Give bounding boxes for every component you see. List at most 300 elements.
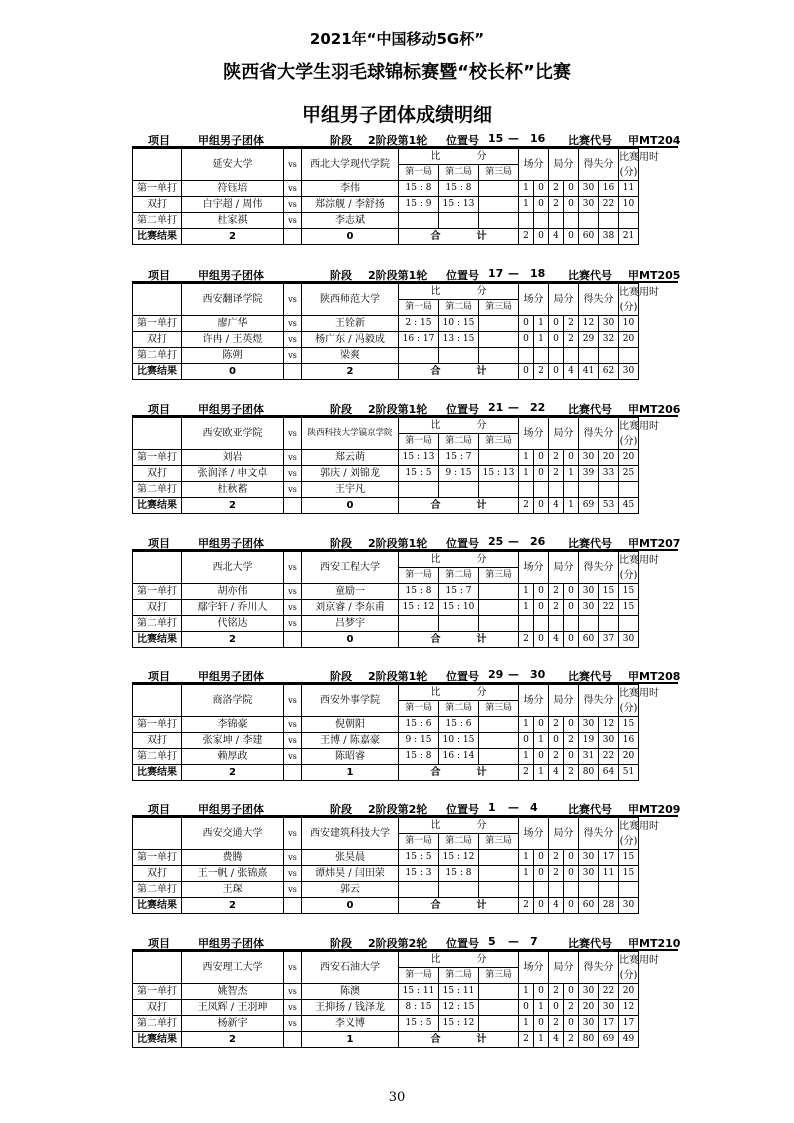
game2-score-b: 15 xyxy=(462,334,475,344)
total-he: 合 xyxy=(430,366,441,377)
table-row xyxy=(133,866,679,882)
team-a-name: 商洛学院 xyxy=(182,685,284,717)
game-point-b xyxy=(564,213,579,229)
game3-score xyxy=(479,717,519,733)
game2-score: 10 : 15 xyxy=(439,733,479,749)
game-point-b: 0 xyxy=(564,717,579,733)
score-header xyxy=(399,149,519,165)
points-won: 39 xyxy=(579,466,599,482)
total-match-a: 2 xyxy=(519,898,534,914)
score-fen: 分 xyxy=(476,554,487,565)
game1-score: 15 : 13 xyxy=(399,450,439,466)
game-point-a: 2 xyxy=(549,450,564,466)
project-label: 项目 xyxy=(148,269,170,282)
position-dash: — xyxy=(508,935,519,948)
game-point-b: 0 xyxy=(564,984,579,1000)
team-b-name: 西北大学现代学院 xyxy=(302,149,399,181)
points-won-lost-header: 得失分 xyxy=(579,818,619,850)
game2-score: 9 : 15 xyxy=(439,466,479,482)
game1-score: 15 : 3 xyxy=(399,866,439,882)
result-team-b: 1 xyxy=(302,765,399,781)
stage-value: 2阶段第1轮 xyxy=(368,537,428,550)
score-bi: 比 xyxy=(430,820,441,831)
match-point-a xyxy=(519,213,534,229)
position-to: 16 xyxy=(530,132,546,145)
game1-score-a: 15 xyxy=(405,751,417,761)
game2-score-b: 15 xyxy=(462,735,475,745)
match-header xyxy=(132,668,681,683)
duration-header xyxy=(619,818,659,850)
game-points-header: 局分 xyxy=(549,418,579,450)
game3-score xyxy=(479,600,519,616)
game1-score-b: 8 xyxy=(425,183,432,193)
event-label: 双打 xyxy=(133,866,182,882)
project-value: 甲组男子团体 xyxy=(198,803,264,816)
game-points-header: 局分 xyxy=(549,952,579,984)
match-point-b: 1 xyxy=(534,332,549,348)
match-point-a: 1 xyxy=(519,984,534,1000)
points-lost: 20 xyxy=(599,450,619,466)
result-label: 比赛结果 xyxy=(133,364,182,380)
game3-header: 第三局 xyxy=(479,434,519,450)
game-point-a: 0 xyxy=(549,733,564,749)
duration: 20 xyxy=(619,450,639,466)
table-row xyxy=(133,1000,679,1016)
blank-cell xyxy=(133,952,182,984)
game-point-a: 2 xyxy=(549,466,564,482)
game1-score-a: 8 xyxy=(405,1002,412,1012)
game2-score-a: 15 xyxy=(445,452,457,462)
game1-score-b: 9 xyxy=(425,199,432,209)
points-lost: 22 xyxy=(599,749,619,765)
game1-score-b: 8 xyxy=(425,586,432,596)
total-ji: 计 xyxy=(476,1034,487,1045)
duration-header xyxy=(619,149,659,181)
duration-header-line2: (分) xyxy=(619,301,638,313)
total-match-a: 2 xyxy=(519,498,534,514)
project-value: 甲组男子团体 xyxy=(198,403,264,416)
game3-score xyxy=(479,733,519,749)
game1-header: 第一局 xyxy=(399,165,439,181)
total-points-won: 80 xyxy=(579,765,599,781)
match-table xyxy=(132,684,679,781)
player-a: 白宇超 / 周伟 xyxy=(182,197,284,213)
game3-header: 第三局 xyxy=(479,834,519,850)
vs-label: vs xyxy=(284,1000,302,1016)
player-a: 费腾 xyxy=(182,850,284,866)
page-title: 甲组男子团体成绩明细 xyxy=(301,104,492,126)
player-b: 倪朝阳 xyxy=(302,717,399,733)
match-point-b: 1 xyxy=(534,316,549,332)
stage-label: 阶段 xyxy=(330,403,352,416)
table-row xyxy=(133,332,679,348)
player-b: 李义博 xyxy=(302,1016,399,1032)
player-b: 吕梦宇 xyxy=(302,616,399,632)
team-b-name: 陕西师范大学 xyxy=(302,284,399,316)
duration-header-line2: (分) xyxy=(619,702,638,714)
game2-score-b: 6 xyxy=(465,719,472,729)
game-point-b: 0 xyxy=(564,181,579,197)
total-he: 合 xyxy=(430,767,441,778)
game3-score xyxy=(479,197,519,213)
duration-header xyxy=(619,418,659,450)
table-row xyxy=(133,733,679,749)
position-to: 7 xyxy=(530,935,538,948)
match-point-b: 0 xyxy=(534,600,549,616)
player-b: 郭庆 / 刘锦龙 xyxy=(302,466,399,482)
player-b: 王铨新 xyxy=(302,316,399,332)
match-points-header: 场分 xyxy=(519,418,549,450)
total-he: 合 xyxy=(430,500,441,511)
total-game-a: 4 xyxy=(549,632,564,648)
duration-header-line1: 比赛用时 xyxy=(619,151,659,163)
total-points-won: 80 xyxy=(579,1032,599,1048)
points-lost xyxy=(599,882,619,898)
points-won: 30 xyxy=(579,181,599,197)
duration: 16 xyxy=(619,733,639,749)
duration: 11 xyxy=(619,181,639,197)
match-points-header: 场分 xyxy=(519,284,549,316)
total-game-a: 4 xyxy=(549,1032,564,1048)
team-row xyxy=(133,284,679,300)
stage-value: 2阶段第2轮 xyxy=(368,937,428,950)
match-point-a xyxy=(519,882,534,898)
team-row xyxy=(133,952,679,968)
points-won: 30 xyxy=(579,584,599,600)
game2-score-b: 7 xyxy=(465,586,472,596)
total-points-won: 60 xyxy=(579,632,599,648)
page-number: 30 xyxy=(388,1090,406,1105)
game-point-a: 0 xyxy=(549,316,564,332)
table-row xyxy=(133,450,679,466)
game2-score: 15 : 8 xyxy=(439,181,479,197)
duration xyxy=(619,348,639,364)
match-point-b xyxy=(534,348,549,364)
game3-score xyxy=(479,482,519,498)
game1-score: 15 : 5 xyxy=(399,850,439,866)
player-a: 杨新宇 xyxy=(182,1016,284,1032)
event-label: 双打 xyxy=(133,466,182,482)
project-value: 甲组男子团体 xyxy=(198,937,264,950)
match-point-a xyxy=(519,616,534,632)
table-row xyxy=(133,213,679,229)
game2-header: 第二局 xyxy=(439,701,479,717)
game2-score-b: 8 xyxy=(465,868,472,878)
blank-cell xyxy=(284,765,302,781)
game1-score xyxy=(399,482,439,498)
player-a: 廖广华 xyxy=(182,316,284,332)
game3-score xyxy=(479,1000,519,1016)
game3-score xyxy=(479,1016,519,1032)
game1-score-b: 5 xyxy=(425,1018,432,1028)
total-game-a: 4 xyxy=(549,498,564,514)
total-label xyxy=(399,498,519,514)
position-to: 18 xyxy=(530,267,546,280)
game1-score: 9 : 15 xyxy=(399,733,439,749)
total-match-a: 2 xyxy=(519,632,534,648)
table-row xyxy=(133,181,679,197)
match-point-a: 0 xyxy=(519,332,534,348)
match-block xyxy=(132,132,681,245)
points-lost: 30 xyxy=(599,1000,619,1016)
total-game-a: 4 xyxy=(549,229,564,245)
total-match-b: 0 xyxy=(534,898,549,914)
duration-header xyxy=(619,685,659,717)
player-a: 陈朔 xyxy=(182,348,284,364)
score-fen: 分 xyxy=(476,954,487,965)
event-label: 第一单打 xyxy=(133,584,182,600)
result-label: 比赛结果 xyxy=(133,765,182,781)
total-points-lost: 64 xyxy=(599,765,619,781)
competition-sponsor-title: 2021年“中国移动5G杯” xyxy=(309,30,485,48)
points-lost: 22 xyxy=(599,197,619,213)
project-value: 甲组男子团体 xyxy=(198,670,264,683)
result-label: 比赛结果 xyxy=(133,498,182,514)
game1-score: 15 : 8 xyxy=(399,584,439,600)
vs-label: vs xyxy=(284,584,302,600)
table-row xyxy=(133,882,679,898)
team-b-name: 西安工程大学 xyxy=(302,552,399,584)
points-lost: 17 xyxy=(599,850,619,866)
match-point-b: 0 xyxy=(534,466,549,482)
result-team-a: 2 xyxy=(182,898,284,914)
match-point-a: 1 xyxy=(519,850,534,866)
position-label: 位置号 xyxy=(446,670,479,683)
result-row xyxy=(133,498,679,514)
match-table xyxy=(132,817,679,914)
game2-score-a: 16 xyxy=(442,751,455,761)
duration-header xyxy=(619,552,659,584)
score-header xyxy=(399,685,519,701)
game2-score: 10 : 15 xyxy=(439,316,479,332)
team-b-name: 西安建筑科技大学 xyxy=(302,818,399,850)
result-row xyxy=(133,364,679,380)
duration xyxy=(619,213,639,229)
total-duration: 30 xyxy=(619,632,639,648)
game2-score-b: 15 xyxy=(462,318,475,328)
score-bi: 比 xyxy=(430,151,441,162)
total-game-a: 4 xyxy=(549,765,564,781)
team-a-name: 西安交通大学 xyxy=(182,818,284,850)
points-lost: 32 xyxy=(599,332,619,348)
game-point-a xyxy=(549,882,564,898)
total-he: 合 xyxy=(430,1034,441,1045)
game-points-header: 局分 xyxy=(549,818,579,850)
duration-header-line1: 比赛用时 xyxy=(619,820,659,832)
score-bi: 比 xyxy=(430,286,441,297)
points-won-lost-header: 得失分 xyxy=(579,418,619,450)
vs-label: vs xyxy=(284,552,302,584)
vs-label: vs xyxy=(284,197,302,213)
game3-score xyxy=(479,316,519,332)
game1-score: 15 : 6 xyxy=(399,717,439,733)
vs-label: vs xyxy=(284,466,302,482)
player-a: 符钰培 xyxy=(182,181,284,197)
total-match-b: 0 xyxy=(534,229,549,245)
blank-cell xyxy=(284,498,302,514)
result-team-a: 2 xyxy=(182,765,284,781)
total-duration: 45 xyxy=(619,498,639,514)
event-label: 双打 xyxy=(133,600,182,616)
total-game-b: 4 xyxy=(564,364,579,380)
game-point-b: 2 xyxy=(564,1000,579,1016)
total-points-won: 41 xyxy=(579,364,599,380)
duration: 10 xyxy=(619,197,639,213)
game3-score xyxy=(479,850,519,866)
vs-label: vs xyxy=(284,600,302,616)
total-duration: 49 xyxy=(619,1032,639,1048)
stage-value: 2阶段第1轮 xyxy=(368,670,428,683)
points-won: 30 xyxy=(579,717,599,733)
duration-header-line2: (分) xyxy=(619,166,638,178)
match-code-label: 比赛代号 xyxy=(568,803,612,816)
game-point-b: 2 xyxy=(564,316,579,332)
position-from: 25 xyxy=(488,535,504,548)
points-won xyxy=(579,616,599,632)
match-point-a xyxy=(519,348,534,364)
total-label xyxy=(399,898,519,914)
game-point-a: 2 xyxy=(549,181,564,197)
game2-score-a: 15 xyxy=(442,199,455,209)
project-label: 项目 xyxy=(148,134,170,147)
result-team-a: 2 xyxy=(182,498,284,514)
points-lost: 11 xyxy=(599,866,619,882)
game-point-a: 2 xyxy=(549,584,564,600)
team-row xyxy=(133,685,679,701)
player-a: 胡亦伟 xyxy=(182,584,284,600)
game3-score xyxy=(479,450,519,466)
game2-score xyxy=(439,213,479,229)
game1-score-b: 17 xyxy=(422,334,435,344)
game1-score: 16 : 17 xyxy=(399,332,439,348)
team-a-name: 西安翻译学院 xyxy=(182,284,284,316)
vs-label: vs xyxy=(284,316,302,332)
match-point-b xyxy=(534,616,549,632)
game2-header: 第二局 xyxy=(439,834,479,850)
game2-header: 第二局 xyxy=(439,968,479,984)
vs-label: vs xyxy=(284,733,302,749)
game2-score: 13 : 15 xyxy=(439,332,479,348)
player-b: 王宇凡 xyxy=(302,482,399,498)
total-points-won: 60 xyxy=(579,898,599,914)
total-match-a: 2 xyxy=(519,1032,534,1048)
event-label: 第二单打 xyxy=(133,1016,182,1032)
game-point-b: 1 xyxy=(564,466,579,482)
game2-score-b: 12 xyxy=(462,852,475,862)
team-a-name: 西安理工大学 xyxy=(182,952,284,984)
score-fen: 分 xyxy=(476,687,487,698)
match-points-header: 场分 xyxy=(519,685,549,717)
game1-score-a: 16 xyxy=(402,334,415,344)
match-point-a: 1 xyxy=(519,1016,534,1032)
team-a-name: 延安大学 xyxy=(182,149,284,181)
duration: 25 xyxy=(619,466,639,482)
player-b: 童励一 xyxy=(302,584,399,600)
match-code-label: 比赛代号 xyxy=(568,670,612,683)
total-game-a: 0 xyxy=(549,364,564,380)
total-label xyxy=(399,765,519,781)
blank-cell xyxy=(284,229,302,245)
game2-score-a: 15 xyxy=(442,602,455,612)
position-dash: — xyxy=(508,668,519,681)
table-row xyxy=(133,850,679,866)
score-header xyxy=(399,552,519,568)
blank-cell xyxy=(284,1032,302,1048)
position-to: 22 xyxy=(530,401,546,414)
game1-score-a: 15 xyxy=(402,452,415,462)
match-point-b: 0 xyxy=(534,584,549,600)
player-b: 梁爽 xyxy=(302,348,399,364)
match-point-a: 1 xyxy=(519,717,534,733)
match-point-a: 0 xyxy=(519,733,534,749)
game2-score-b: 8 xyxy=(465,183,472,193)
result-team-b: 1 xyxy=(302,1032,399,1048)
vs-label: vs xyxy=(284,348,302,364)
match-code-value: 甲MT205 xyxy=(628,269,681,282)
result-row xyxy=(133,632,679,648)
points-won: 30 xyxy=(579,197,599,213)
event-label: 双打 xyxy=(133,1000,182,1016)
points-won xyxy=(579,348,599,364)
points-won: 31 xyxy=(579,749,599,765)
total-he: 合 xyxy=(430,231,441,242)
game1-score: 15 : 5 xyxy=(399,466,439,482)
game1-score: 2 : 15 xyxy=(399,316,439,332)
match-table xyxy=(132,148,679,245)
blank-cell xyxy=(133,418,182,450)
duration xyxy=(619,616,639,632)
game3-score xyxy=(479,348,519,364)
game3-score: 15 : 13 xyxy=(479,466,519,482)
team-b-name: 西安石油大学 xyxy=(302,952,399,984)
game3-score xyxy=(479,332,519,348)
game1-header: 第一局 xyxy=(399,568,439,584)
total-game-b: 0 xyxy=(564,229,579,245)
blank-cell xyxy=(133,818,182,850)
table-row xyxy=(133,316,679,332)
game3-header: 第三局 xyxy=(479,701,519,717)
duration: 20 xyxy=(619,749,639,765)
total-game-b: 0 xyxy=(564,632,579,648)
game1-score: 15 : 12 xyxy=(399,600,439,616)
total-match-a: 2 xyxy=(519,229,534,245)
points-won: 30 xyxy=(579,866,599,882)
blank-cell xyxy=(133,149,182,181)
game2-score-a: 10 xyxy=(442,318,455,328)
event-label: 第一单打 xyxy=(133,316,182,332)
result-team-b: 0 xyxy=(302,498,399,514)
total-points-lost: 37 xyxy=(599,632,619,648)
score-header xyxy=(399,284,519,300)
duration: 15 xyxy=(619,850,639,866)
duration-header-line1: 比赛用时 xyxy=(619,554,659,566)
duration-header-line1: 比赛用时 xyxy=(619,687,659,699)
match-block xyxy=(132,935,681,1048)
vs-label: vs xyxy=(284,717,302,733)
player-a: 王琛 xyxy=(182,882,284,898)
game2-score-a: 15 xyxy=(445,868,457,878)
duration xyxy=(619,482,639,498)
game2-score-a: 10 xyxy=(442,735,455,745)
total-points-lost: 62 xyxy=(599,364,619,380)
match-point-b xyxy=(534,482,549,498)
match-points-header: 场分 xyxy=(519,149,549,181)
game1-score: 15 : 8 xyxy=(399,181,439,197)
total-game-b: 0 xyxy=(564,898,579,914)
total-ji: 计 xyxy=(476,366,487,377)
table-row xyxy=(133,717,679,733)
match-table xyxy=(132,417,679,514)
